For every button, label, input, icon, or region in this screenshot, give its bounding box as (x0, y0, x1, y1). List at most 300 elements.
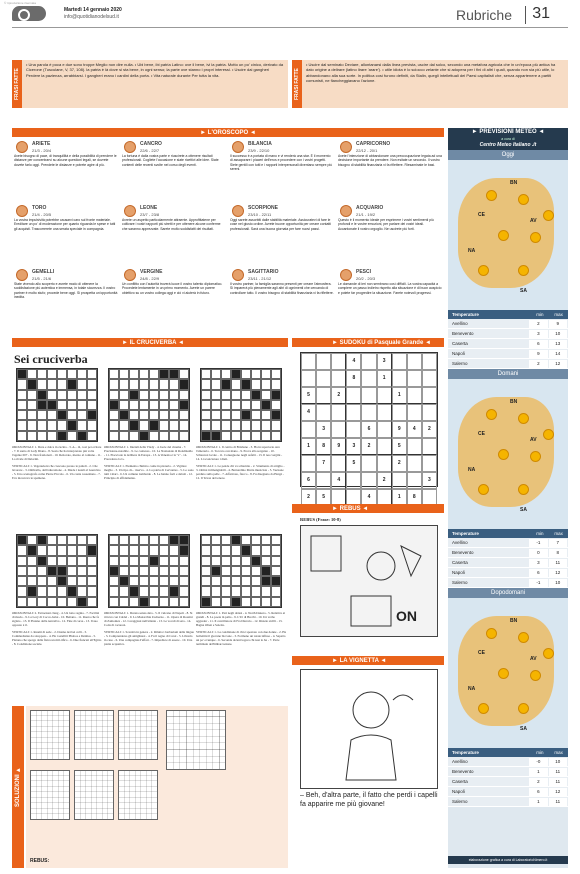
crossword-cell[interactable] (241, 369, 251, 379)
crossword-cell[interactable] (149, 390, 159, 400)
crossword-cell[interactable] (87, 576, 97, 586)
crossword-cell[interactable] (231, 379, 241, 389)
crossword-cell[interactable] (231, 576, 241, 586)
sudoku-cell[interactable] (392, 404, 407, 421)
crossword-cell[interactable] (67, 400, 77, 410)
crossword-cell[interactable] (221, 369, 231, 379)
crossword-cell[interactable] (87, 566, 97, 576)
crossword-cell[interactable] (109, 379, 119, 389)
crossword-cell[interactable] (57, 586, 67, 596)
crossword-cell[interactable] (179, 597, 189, 607)
crossword-cell[interactable] (221, 576, 231, 586)
sudoku-cell[interactable]: 3 (377, 353, 392, 370)
crossword-cell[interactable] (27, 410, 37, 420)
sudoku-cell[interactable] (331, 370, 346, 387)
crossword-cell[interactable] (67, 410, 77, 420)
crossword-cell[interactable] (67, 390, 77, 400)
crossword-cell[interactable] (139, 535, 149, 545)
crossword-cell[interactable] (119, 556, 129, 566)
crossword-cell[interactable] (129, 576, 139, 586)
crossword-cell[interactable] (47, 410, 57, 420)
crossword-cell[interactable] (179, 556, 189, 566)
crossword-cell[interactable] (261, 379, 271, 389)
crossword-cell[interactable] (211, 420, 221, 430)
sudoku-cell[interactable] (377, 455, 392, 472)
crossword-cell[interactable] (201, 379, 211, 389)
sudoku-cell[interactable]: 6 (301, 472, 316, 489)
crossword-cell[interactable] (37, 566, 47, 576)
sudoku-cell[interactable]: 1 (377, 370, 392, 387)
sudoku-cell[interactable]: 9 (331, 438, 346, 455)
crossword-cell[interactable] (109, 597, 119, 607)
crossword-cell[interactable] (251, 576, 261, 586)
crossword-cell[interactable] (47, 597, 57, 607)
crossword-cell[interactable] (139, 400, 149, 410)
sudoku-cell[interactable] (361, 387, 376, 404)
crossword-cell[interactable] (271, 566, 281, 576)
sudoku-cell[interactable]: 2 (331, 387, 346, 404)
crossword-cell[interactable] (87, 431, 97, 441)
crossword-cell[interactable] (139, 556, 149, 566)
crossword-cell[interactable] (261, 545, 271, 555)
sudoku-cell[interactable]: 8 (346, 370, 361, 387)
crossword-cell[interactable] (179, 586, 189, 596)
crossword-cell[interactable] (87, 535, 97, 545)
crossword-cell[interactable] (87, 586, 97, 596)
crossword-cell[interactable] (159, 379, 169, 389)
crossword-cell[interactable] (221, 586, 231, 596)
crossword-cell[interactable] (261, 535, 271, 545)
crossword-cell[interactable] (221, 545, 231, 555)
crossword-cell[interactable] (159, 400, 169, 410)
crossword-cell[interactable] (211, 586, 221, 596)
crossword-cell[interactable] (37, 420, 47, 430)
crossword-cell[interactable] (129, 556, 139, 566)
crossword-cell[interactable] (129, 431, 139, 441)
crossword-cell[interactable] (149, 545, 159, 555)
crossword-cell[interactable] (201, 369, 211, 379)
crossword-cell[interactable] (139, 576, 149, 586)
crossword-cell[interactable] (211, 410, 221, 420)
sudoku-cell[interactable]: 8 (407, 489, 422, 506)
crossword-cell[interactable] (37, 410, 47, 420)
crossword-cell[interactable] (129, 566, 139, 576)
crossword-cell[interactable] (251, 431, 261, 441)
crossword-cell[interactable] (17, 431, 27, 441)
crossword-cell[interactable] (149, 597, 159, 607)
crossword-cell[interactable] (169, 379, 179, 389)
sudoku-cell[interactable] (331, 353, 346, 370)
sudoku-cell[interactable] (422, 438, 437, 455)
sudoku-cell[interactable]: 4 (331, 472, 346, 489)
sudoku-cell[interactable] (301, 370, 316, 387)
crossword-cell[interactable] (87, 369, 97, 379)
sudoku-cell[interactable] (392, 370, 407, 387)
sudoku-cell[interactable]: 4 (407, 421, 422, 438)
crossword-cell[interactable] (149, 586, 159, 596)
sudoku-cell[interactable]: 3 (422, 472, 437, 489)
crossword-cell[interactable] (261, 556, 271, 566)
crossword-cell[interactable] (211, 400, 221, 410)
sudoku-cell[interactable] (407, 438, 422, 455)
crossword-cell[interactable] (77, 545, 87, 555)
crossword-cell[interactable] (221, 390, 231, 400)
crossword-cell[interactable] (271, 597, 281, 607)
crossword-cell[interactable] (221, 566, 231, 576)
crossword-cell[interactable] (119, 545, 129, 555)
sudoku-cell[interactable] (316, 404, 331, 421)
crossword-cell[interactable] (211, 597, 221, 607)
crossword-cell[interactable] (149, 431, 159, 441)
crossword-cell[interactable] (37, 586, 47, 596)
crossword-cell[interactable] (159, 556, 169, 566)
crossword-cell[interactable] (179, 566, 189, 576)
crossword-cell[interactable] (57, 390, 67, 400)
sudoku-cell[interactable]: 2 (301, 489, 316, 506)
crossword-cell[interactable] (149, 535, 159, 545)
sudoku-cell[interactable] (316, 370, 331, 387)
crossword-cell[interactable] (27, 400, 37, 410)
crossword-cell[interactable] (67, 545, 77, 555)
crossword-cell[interactable] (109, 420, 119, 430)
sudoku-cell[interactable] (346, 472, 361, 489)
crossword-cell[interactable] (87, 420, 97, 430)
crossword-cell[interactable] (221, 400, 231, 410)
crossword-cell[interactable] (231, 390, 241, 400)
crossword-cell[interactable] (139, 410, 149, 420)
crossword-cell[interactable] (57, 535, 67, 545)
crossword-cell[interactable] (179, 420, 189, 430)
crossword-cell[interactable] (87, 597, 97, 607)
crossword-cell[interactable] (241, 535, 251, 545)
crossword-cell[interactable] (261, 586, 271, 596)
crossword-cell[interactable] (77, 576, 87, 586)
sudoku-cell[interactable] (301, 353, 316, 370)
crossword-cell[interactable] (241, 420, 251, 430)
crossword-cell[interactable] (251, 566, 261, 576)
crossword-cell[interactable] (201, 576, 211, 586)
crossword-cell[interactable] (27, 390, 37, 400)
crossword-cell[interactable] (231, 431, 241, 441)
crossword-cell[interactable] (241, 400, 251, 410)
crossword-cell[interactable] (221, 431, 231, 441)
crossword-cell[interactable] (271, 431, 281, 441)
crossword-cell[interactable] (77, 586, 87, 596)
crossword-cell[interactable] (17, 586, 27, 596)
sudoku-cell[interactable] (407, 353, 422, 370)
sudoku-cell[interactable] (422, 404, 437, 421)
crossword-cell[interactable] (179, 410, 189, 420)
crossword-cell[interactable] (221, 410, 231, 420)
crossword-cell[interactable] (17, 400, 27, 410)
crossword-cell[interactable] (271, 420, 281, 430)
sudoku-cell[interactable]: 5 (301, 387, 316, 404)
crossword-cell[interactable] (211, 576, 221, 586)
crossword-cell[interactable] (17, 545, 27, 555)
sudoku-cell[interactable] (407, 370, 422, 387)
crossword-cell[interactable] (211, 556, 221, 566)
crossword-cell[interactable] (119, 535, 129, 545)
crossword-cell[interactable] (67, 431, 77, 441)
crossword-cell[interactable] (159, 431, 169, 441)
crossword-cell[interactable] (169, 410, 179, 420)
crossword-cell[interactable] (57, 597, 67, 607)
crossword-cell[interactable] (241, 566, 251, 576)
crossword-cell[interactable] (27, 431, 37, 441)
crossword-cell[interactable] (231, 400, 241, 410)
sudoku-cell[interactable] (422, 387, 437, 404)
crossword-cell[interactable] (169, 566, 179, 576)
crossword-cell[interactable] (201, 390, 211, 400)
crossword-cell[interactable] (77, 556, 87, 566)
crossword-cell[interactable] (179, 390, 189, 400)
crossword-cell[interactable] (17, 379, 27, 389)
crossword-cell[interactable] (139, 586, 149, 596)
crossword-cell[interactable] (17, 410, 27, 420)
crossword-cell[interactable] (211, 379, 221, 389)
crossword-cell[interactable] (87, 379, 97, 389)
sudoku-cell[interactable] (346, 387, 361, 404)
sudoku-cell[interactable] (316, 472, 331, 489)
crossword-cell[interactable] (47, 379, 57, 389)
sudoku-cell[interactable] (361, 404, 376, 421)
crossword-cell[interactable] (17, 420, 27, 430)
sudoku-cell[interactable] (331, 404, 346, 421)
sudoku-cell[interactable]: 2 (361, 438, 376, 455)
crossword-cell[interactable] (179, 576, 189, 586)
crossword-cell[interactable] (159, 410, 169, 420)
crossword-cell[interactable] (169, 556, 179, 566)
crossword-cell[interactable] (169, 545, 179, 555)
crossword-cell[interactable] (17, 576, 27, 586)
crossword-cell[interactable] (241, 390, 251, 400)
sudoku-cell[interactable]: 3 (316, 421, 331, 438)
sudoku-cell[interactable] (361, 370, 376, 387)
crossword-cell[interactable] (129, 410, 139, 420)
crossword-cell[interactable] (119, 420, 129, 430)
crossword-cell[interactable] (261, 410, 271, 420)
crossword-cell[interactable] (231, 556, 241, 566)
crossword-cell[interactable] (149, 566, 159, 576)
crossword-cell[interactable] (221, 535, 231, 545)
crossword-cell[interactable] (251, 420, 261, 430)
crossword-cell[interactable] (109, 390, 119, 400)
crossword-cell[interactable] (47, 420, 57, 430)
crossword-cell[interactable] (201, 410, 211, 420)
crossword-cell[interactable] (231, 586, 241, 596)
crossword-cell[interactable] (271, 545, 281, 555)
crossword-cell[interactable] (47, 390, 57, 400)
crossword-cell[interactable] (109, 556, 119, 566)
sudoku-cell[interactable] (301, 421, 316, 438)
crossword-cell[interactable] (159, 420, 169, 430)
crossword-cell[interactable] (57, 420, 67, 430)
crossword-cell[interactable] (119, 400, 129, 410)
crossword-cell[interactable] (37, 379, 47, 389)
crossword-cell[interactable] (231, 420, 241, 430)
sudoku-cell[interactable] (422, 455, 437, 472)
crossword-cell[interactable] (37, 431, 47, 441)
crossword-cell[interactable] (119, 566, 129, 576)
crossword-cell[interactable] (119, 390, 129, 400)
sudoku-cell[interactable]: 2 (422, 421, 437, 438)
crossword-cell[interactable] (261, 390, 271, 400)
crossword-cell[interactable] (251, 369, 261, 379)
crossword-cell[interactable] (251, 410, 261, 420)
sudoku-cell[interactable] (361, 353, 376, 370)
crossword-cell[interactable] (27, 556, 37, 566)
sudoku-cell[interactable]: 4 (346, 353, 361, 370)
crossword-cell[interactable] (201, 420, 211, 430)
crossword-cell[interactable] (251, 379, 261, 389)
sudoku-cell[interactable] (331, 421, 346, 438)
sudoku-cell[interactable]: 1 (392, 387, 407, 404)
crossword-cell[interactable] (211, 390, 221, 400)
crossword-cell[interactable] (27, 566, 37, 576)
sudoku-cell[interactable]: 1 (301, 438, 316, 455)
sudoku-cell[interactable] (377, 404, 392, 421)
crossword-cell[interactable] (149, 410, 159, 420)
crossword-cell[interactable] (271, 535, 281, 545)
crossword-cell[interactable] (251, 586, 261, 596)
crossword-cell[interactable] (109, 576, 119, 586)
crossword-cell[interactable] (159, 545, 169, 555)
crossword-cell[interactable] (211, 535, 221, 545)
crossword-cell[interactable] (271, 379, 281, 389)
crossword-cell[interactable] (27, 535, 37, 545)
sudoku-cell[interactable] (361, 455, 376, 472)
crossword-cell[interactable] (17, 390, 27, 400)
crossword-cell[interactable] (179, 369, 189, 379)
crossword-cell[interactable] (169, 597, 179, 607)
crossword-cell[interactable] (251, 535, 261, 545)
crossword-cell[interactable] (271, 586, 281, 596)
crossword-cell[interactable] (47, 576, 57, 586)
crossword-cell[interactable] (149, 576, 159, 586)
crossword-cell[interactable] (159, 586, 169, 596)
sudoku-cell[interactable]: 4 (361, 489, 376, 506)
sudoku-cell[interactable] (392, 353, 407, 370)
sudoku-cell[interactable] (316, 387, 331, 404)
sudoku-cell[interactable] (361, 472, 376, 489)
crossword-cell[interactable] (37, 576, 47, 586)
crossword-cell[interactable] (37, 369, 47, 379)
crossword-cell[interactable] (77, 410, 87, 420)
crossword-cell[interactable] (67, 597, 77, 607)
crossword-cell[interactable] (77, 420, 87, 430)
sudoku-cell[interactable] (377, 421, 392, 438)
sudoku-cell[interactable]: 6 (361, 421, 376, 438)
sudoku-cell[interactable]: 1 (392, 489, 407, 506)
crossword-cell[interactable] (251, 400, 261, 410)
crossword-cell[interactable] (109, 431, 119, 441)
sudoku-cell[interactable] (407, 387, 422, 404)
crossword-cell[interactable] (47, 586, 57, 596)
crossword-cell[interactable] (169, 576, 179, 586)
crossword-cell[interactable] (271, 556, 281, 566)
crossword-cell[interactable] (109, 369, 119, 379)
crossword-cell[interactable] (77, 400, 87, 410)
crossword-cell[interactable] (159, 535, 169, 545)
crossword-cell[interactable] (241, 576, 251, 586)
crossword-cell[interactable] (109, 586, 119, 596)
crossword-cell[interactable] (77, 369, 87, 379)
crossword-cell[interactable] (57, 369, 67, 379)
sudoku-cell[interactable]: 2 (377, 472, 392, 489)
crossword-cell[interactable] (67, 535, 77, 545)
crossword-cell[interactable] (221, 556, 231, 566)
crossword-cell[interactable] (129, 369, 139, 379)
crossword-cell[interactable] (261, 597, 271, 607)
crossword-cell[interactable] (179, 431, 189, 441)
crossword-cell[interactable] (231, 566, 241, 576)
crossword-cell[interactable] (47, 556, 57, 566)
sudoku-cell[interactable]: 2 (392, 455, 407, 472)
crossword-cell[interactable] (87, 400, 97, 410)
crossword-cell[interactable] (241, 431, 251, 441)
sudoku-cell[interactable] (392, 472, 407, 489)
crossword-cell[interactable] (251, 545, 261, 555)
crossword-cell[interactable] (201, 535, 211, 545)
crossword-cell[interactable] (201, 586, 211, 596)
crossword-cell[interactable] (149, 400, 159, 410)
crossword-cell[interactable] (201, 556, 211, 566)
crossword-cell[interactable] (139, 369, 149, 379)
crossword-cell[interactable] (129, 400, 139, 410)
crossword-cell[interactable] (221, 420, 231, 430)
crossword-cell[interactable] (201, 400, 211, 410)
crossword-cell[interactable] (27, 369, 37, 379)
crossword-cell[interactable] (129, 597, 139, 607)
crossword-cell[interactable] (129, 379, 139, 389)
sudoku-cell[interactable] (331, 455, 346, 472)
crossword-cell[interactable] (119, 597, 129, 607)
crossword-cell[interactable] (221, 597, 231, 607)
crossword-cell[interactable] (57, 545, 67, 555)
crossword-cell[interactable] (211, 369, 221, 379)
crossword-cell[interactable] (17, 556, 27, 566)
crossword-cell[interactable] (241, 556, 251, 566)
crossword-cell[interactable] (201, 566, 211, 576)
crossword-cell[interactable] (241, 597, 251, 607)
crossword-cell[interactable] (129, 535, 139, 545)
crossword-cell[interactable] (77, 379, 87, 389)
crossword-cell[interactable] (129, 545, 139, 555)
crossword-cell[interactable] (159, 576, 169, 586)
crossword-cell[interactable] (139, 545, 149, 555)
sudoku-cell[interactable]: 4 (301, 404, 316, 421)
crossword-cell[interactable] (17, 597, 27, 607)
sudoku-cell[interactable] (422, 353, 437, 370)
crossword-cell[interactable] (77, 566, 87, 576)
crossword-cell[interactable] (87, 556, 97, 566)
crossword-cell[interactable] (201, 545, 211, 555)
sudoku-cell[interactable] (407, 472, 422, 489)
crossword-cell[interactable] (67, 576, 77, 586)
sudoku-cell[interactable]: 9 (392, 421, 407, 438)
sudoku-cell[interactable]: 7 (316, 455, 331, 472)
crossword-cell[interactable] (169, 390, 179, 400)
crossword-cell[interactable] (77, 535, 87, 545)
crossword-cell[interactable] (67, 566, 77, 576)
crossword-cell[interactable] (159, 597, 169, 607)
crossword-cell[interactable] (139, 420, 149, 430)
crossword-cell[interactable] (139, 379, 149, 389)
crossword-cell[interactable] (211, 545, 221, 555)
crossword-cell[interactable] (159, 390, 169, 400)
crossword-cell[interactable] (119, 586, 129, 596)
crossword-cell[interactable] (149, 369, 159, 379)
